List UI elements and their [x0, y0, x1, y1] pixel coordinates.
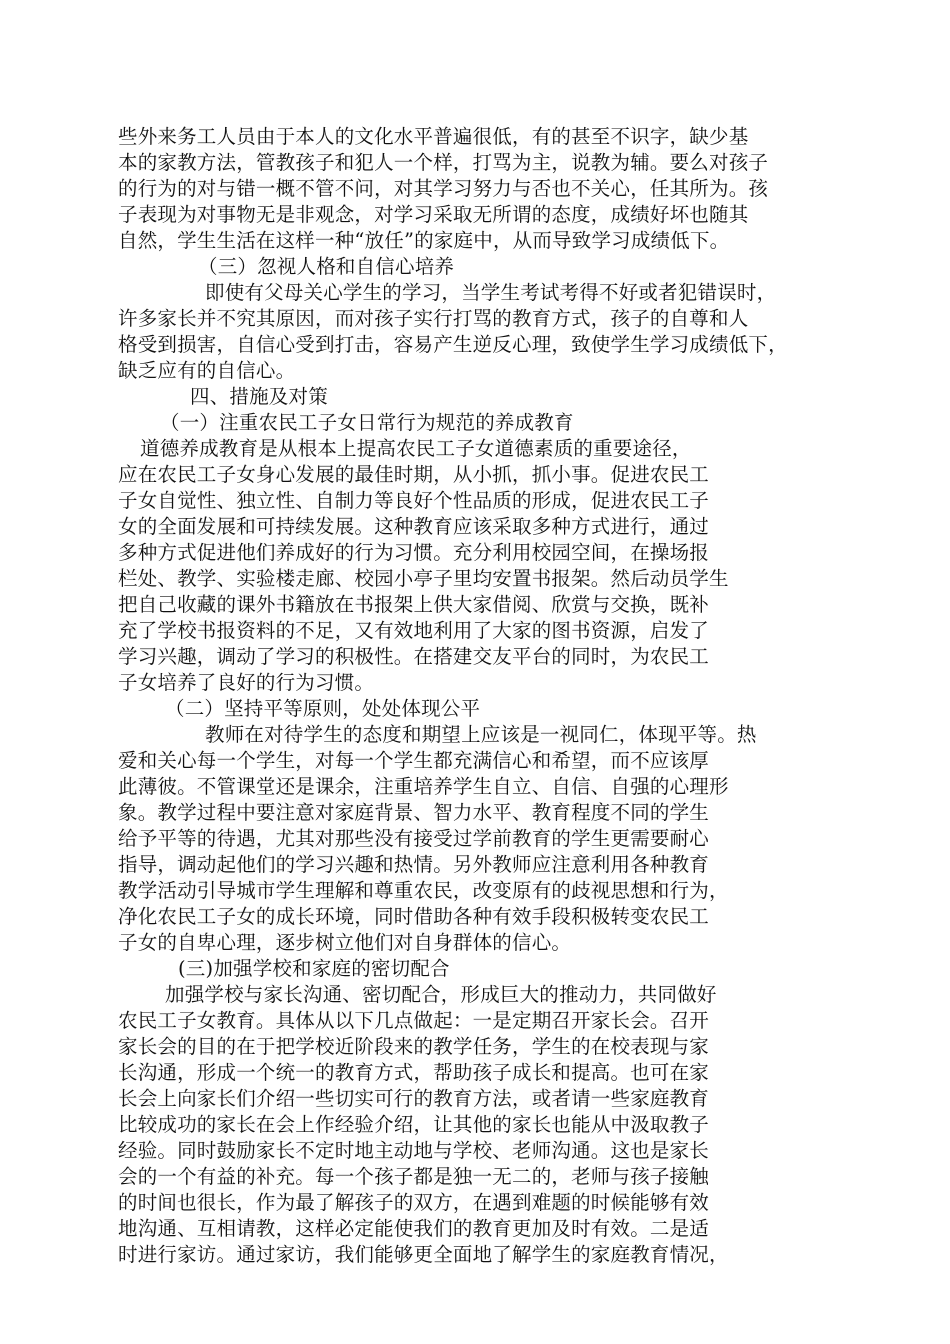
body-text-line: 些外来务工人员由于本人的文化水平普遍很低，有的甚至不识字，缺少基	[118, 125, 749, 148]
body-text-line: 象。教学过程中要注意对家庭背景、智力水平、教育程度不同的学生	[118, 801, 710, 824]
body-text-line: 多种方式促进他们养成好的行为习惯。充分利用校园空间，在操场报	[118, 541, 710, 564]
body-text-line: 子女的自卑心理，逐步树立他们对自身群体的信心。	[118, 931, 572, 954]
body-text-line: 的时间也很长，作为最了解孩子的双方，在遇到难题的时候能够有效	[118, 1191, 710, 1214]
body-text-line: 农民工子女教育。具体从以下几点做起：一是定期召开家长会。召开	[118, 1009, 710, 1032]
section-heading: （三）忽视人格和自信心培养	[198, 255, 455, 278]
section-heading: （二）坚持平等原则，处处体现公平	[165, 697, 481, 720]
body-text-line: 爱和关心每一个学生，对每一个学生都充满信心和希望，而不应该厚	[118, 749, 710, 772]
section-heading: 四、措施及对策	[190, 385, 328, 408]
body-text-line: 学习兴趣，调动了学习的积极性。在搭建交友平台的同时，为农民工	[118, 645, 710, 668]
body-text-line: 指导，调动起他们的学习兴趣和热情。另外教师应注意利用各种教育	[118, 853, 710, 876]
body-text-line: 比较成功的家长在会上作经验介绍，让其他的家长也能从中汲取教子	[118, 1113, 710, 1136]
body-text-line: 家长会的目的在于把学校近阶段来的教学任务，学生的在校表现与家	[118, 1035, 710, 1058]
body-text-line: 加强学校与家长沟通、密切配合，形成巨大的推动力，共同做好	[165, 983, 717, 1006]
body-text-line: 子女培养了良好的行为习惯。	[118, 671, 375, 694]
body-text-line: 道德养成教育是从根本上提高农民工子女道德素质的重要途径，	[140, 437, 692, 460]
body-text-line: 会的一个有益的补充。每一个孩子都是独一无二的，老师与孩子接触	[118, 1165, 710, 1188]
body-text-line: 把自己收藏的课外书籍放在书报架上供大家借阅、欣赏与交换，既补	[118, 593, 710, 616]
body-text-line: 子表现为对事物无是非观念，对学习采取无所谓的态度，成绩好坏也随其	[118, 203, 749, 226]
body-text-line: 此薄彼。不管课堂还是课余，注重培养学生自立、自信、自强的心理形	[118, 775, 729, 798]
body-text-line: 自然，学生生活在这样一种“放任”的家庭中，从而导致学习成绩低下。	[118, 229, 730, 252]
body-text-line: 应在农民工子女身心发展的最佳时期，从小抓，抓小事。促进农民工	[118, 463, 710, 486]
body-text-line: 格受到损害，自信心受到打击，容易产生逆反心理，致使学生学习成绩低下，	[118, 333, 788, 356]
body-text-line: 栏处、教学、实验楼走廊、校园小亭子里均安置书报架。然后动员学生	[118, 567, 729, 590]
body-text-line: 许多家长并不究其原因，而对孩子实行打骂的教育方式，孩子的自尊和人	[118, 307, 749, 330]
body-text-line: 女的全面发展和可持续发展。这种教育应该采取多种方式进行，通过	[118, 515, 710, 538]
body-text-line: 地沟通、互相请教，这样必定能使我们的教育更加及时有效。二是适	[118, 1217, 710, 1240]
body-text-line: 的行为的对与错一概不管不问，对其学习努力与否也不关心，任其所为。孩	[118, 177, 769, 200]
body-text-line: 充了学校书报资料的不足，又有效地利用了大家的图书资源，启发了	[118, 619, 710, 642]
body-text-line: 时进行家访。通过家访，我们能够更全面地了解学生的家庭教育情况，	[118, 1243, 729, 1266]
body-text-line: 即使有父母关心学生的学习，当学生考试考得不好或者犯错误时，	[205, 281, 777, 304]
body-text-line: 本的家教方法，管教孩子和犯人一个样，打骂为主，说教为辅。要么对孩子	[118, 151, 769, 174]
body-text-line: 净化农民工子女的成长环境，同时借助各种有效手段积极转变农民工	[118, 905, 710, 928]
body-text-line: 教学活动引导城市学生理解和尊重农民，改变原有的歧视思想和行为，	[118, 879, 729, 902]
body-text-line: 长会上向家长们介绍一些切实可行的教育方法，或者请一些家庭教育	[118, 1087, 710, 1110]
section-heading: （一）注重农民工子女日常行为规范的养成教育	[160, 411, 574, 434]
body-text-line: 长沟通，形成一个统一的教育方式，帮助孩子成长和提高。也可在家	[118, 1061, 710, 1084]
body-text-line: 经验。同时鼓励家长不定时地主动地与学校、老师沟通。这也是家长	[118, 1139, 710, 1162]
body-text-line: 教师在对待学生的态度和期望上应该是一视同仁，体现平等。热	[205, 723, 757, 746]
body-text-line: 给予平等的待遇，尤其对那些没有接受过学前教育的学生更需要耐心	[118, 827, 710, 850]
body-text-line: 缺乏应有的自信心。	[118, 359, 296, 382]
body-text-line: 子女自觉性、独立性、自制力等良好个性品质的形成，促进农民工子	[118, 489, 710, 512]
section-heading: (三)加强学校和家庭的密切配合	[178, 957, 450, 980]
